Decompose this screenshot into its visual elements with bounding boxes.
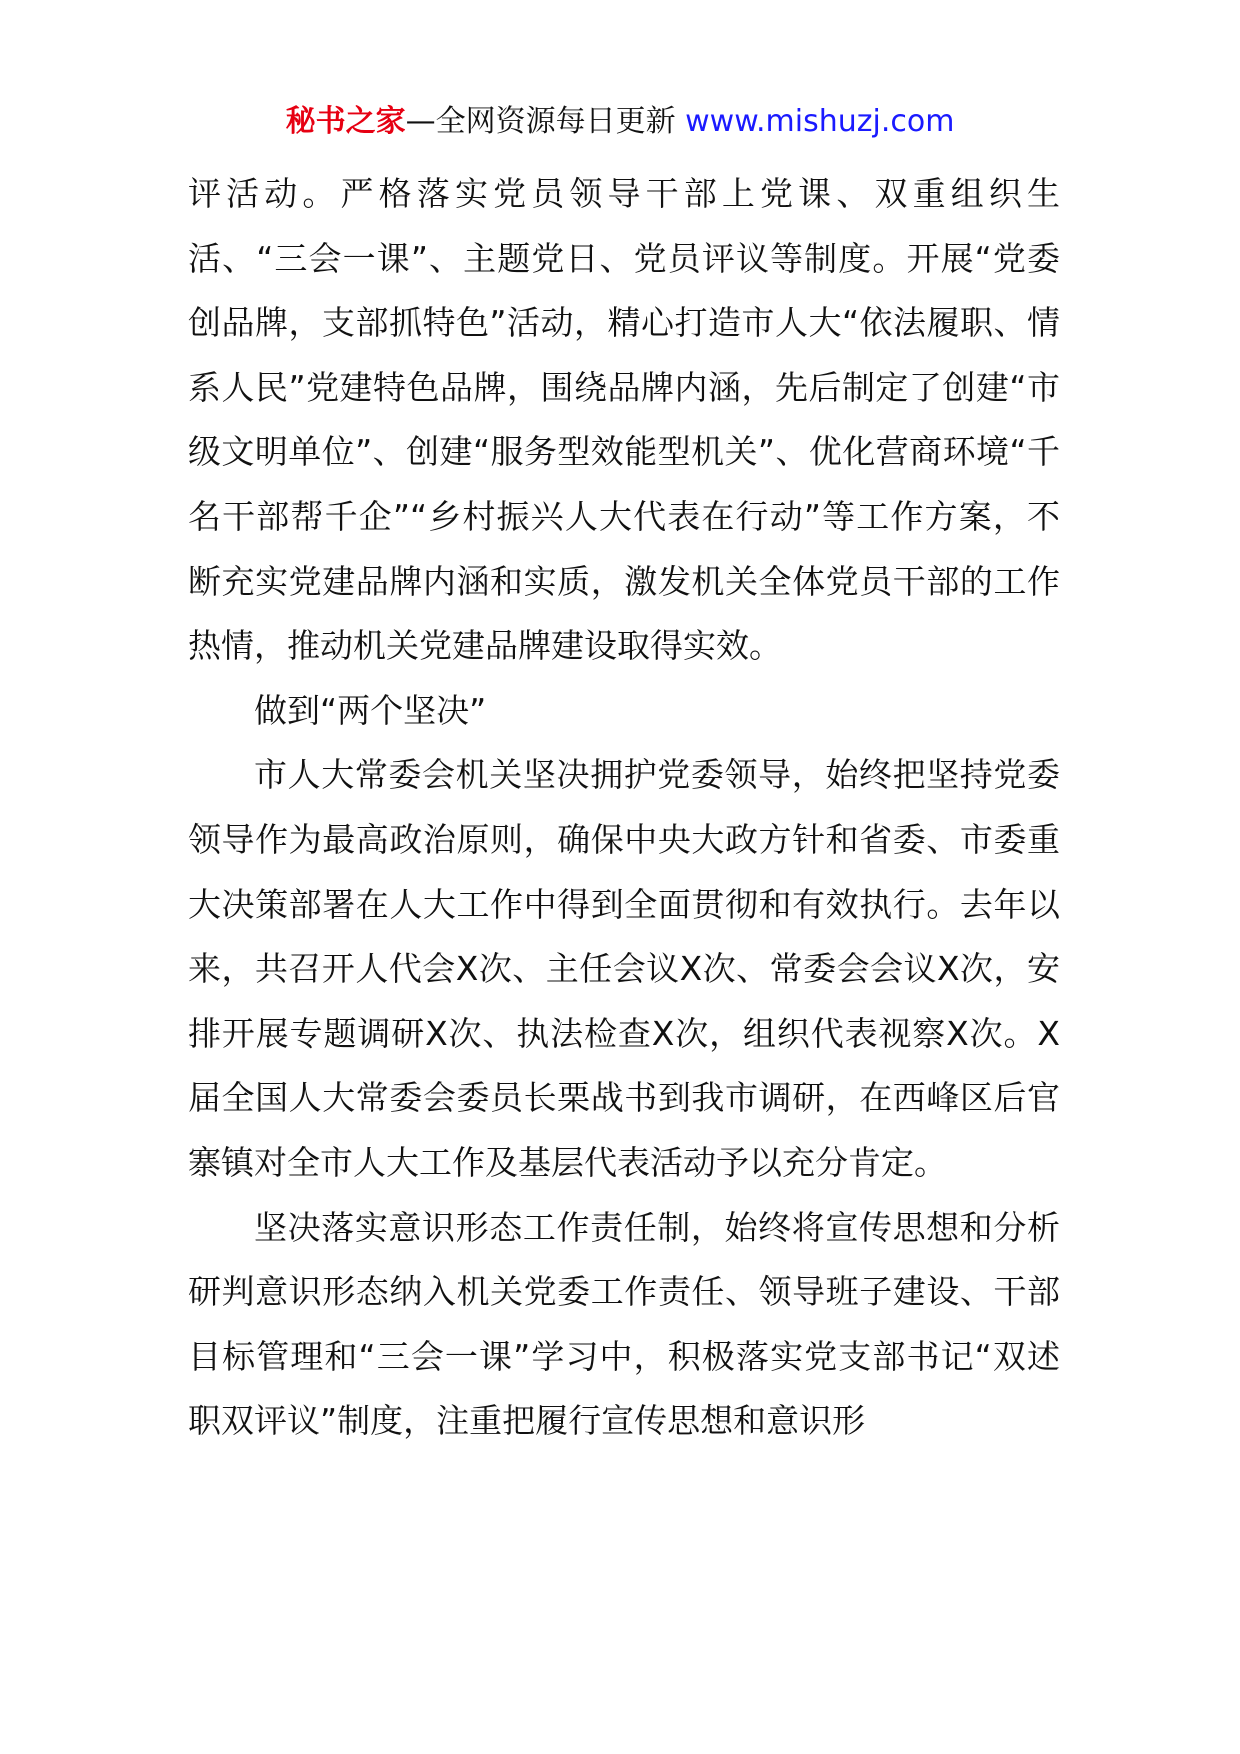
paragraph-continued: 评活动。严格落实党员领导干部上党课、双重组织生活、“三会一课”、主题党日、党员评议等制度。开展“党委创品牌，支部抓特色”活动，精心打造市人大“依法履职、情系人民”党建特色品牌，围绕品牌内涵，先后制定了创建“市级文明单位”、创建“服务型效能型机关”、优化营商环境“千名干部帮千企”“乡村振兴人大代表在行动”等工作方案，不断充实党建品牌内涵和实质，激发机关全体党员干部的工作热情，推动机关党建品牌建设取得实效。 xyxy=(188,174,1060,666)
paragraph: 市人大常委会机关坚决拥护党委领导，始终把坚持党委领导作为最高政治原则，确保中央大政方针和省委、市委重大决策部署在人大工作中得到全面贯彻和有效执行。去年以来，共召开人代会X次、主任会议X次、常委会会议X次，安排开展专题调研X次、执法检查X次，组织代表视察X次。X届全国人大常委会委员长栗战书到我市调研，在西峰区后官寨镇对全市人大工作及基层代表活动予以充分肯定。 xyxy=(188,755,1060,1182)
brand-name: 秘书之家 xyxy=(285,104,406,139)
document-body xyxy=(188,162,1060,1454)
site-link[interactable]: www.mishuzj.com xyxy=(685,104,955,139)
section-heading: 做到“两个坚决” xyxy=(254,690,487,730)
header-tagline: —全网资源每日更新 xyxy=(405,104,676,139)
paragraph: 坚决落实意识形态工作责任制，始终将宣传思想和分析研判意识形态纳入机关党委工作责任、领导班子建设、干部目标管理和“三会一课”学习中，积极落实党支部书记“双述职双评议”制度，注重把履行宣传思想和意识形 xyxy=(188,1207,1060,1441)
page-header xyxy=(0,100,1240,144)
